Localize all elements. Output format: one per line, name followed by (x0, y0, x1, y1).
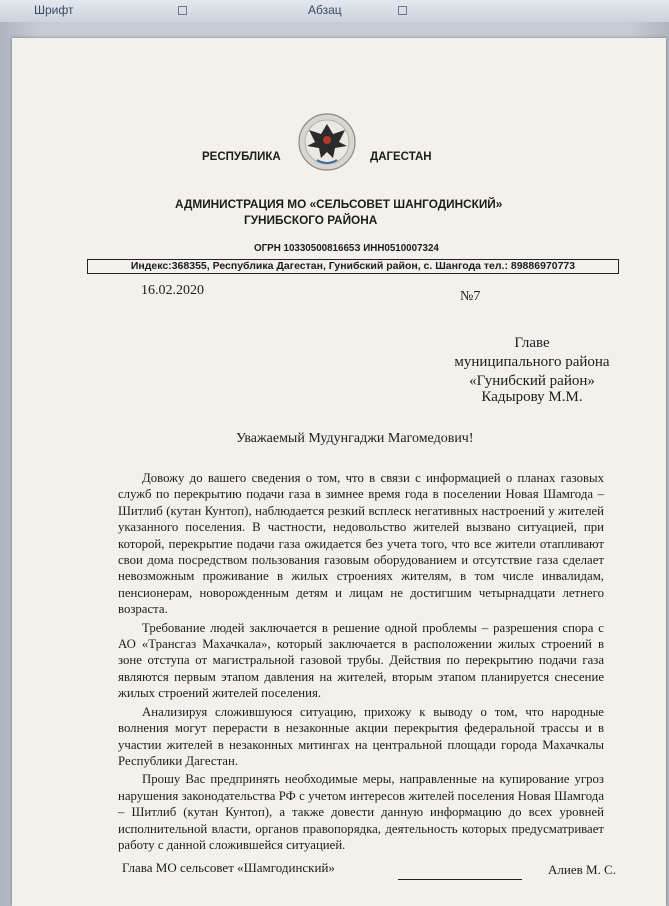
ogrn-inn-line: ОГРН 1033050081665З ИНН0510007324 (254, 243, 439, 254)
signature-position: Глава МО сельсовет «Шамгодинский» (122, 860, 335, 875)
ribbon-group-paragraph[interactable]: Абзац (308, 3, 342, 17)
district-title: ГУНИБСКОГО РАЙОНА (244, 213, 378, 227)
republic-left-label: РЕСПУБЛИКА (202, 151, 281, 163)
signature-name: Алиев М. С. (548, 862, 616, 877)
letter-date: 16.02.2020 (141, 283, 204, 298)
body-paragraph-4: Прошу Вас предпринять необходимые меры, направленные на купирование угроз нарушения законодательства РФ с учетом интересов жителей поселения Новая Шамгода – Шитлиб (кутан Кунтоп), а также довести данную информацию до всех уровней исполнительной власти, органов правопорядка, деятельность которых предусматривает работу с данной сложившейся ситуацией. (118, 772, 604, 852)
font-dialog-launcher-icon[interactable] (178, 6, 187, 15)
addressee-line-1: Главе (514, 335, 550, 351)
salutation: Уважаемый Мудунгаджи Магомедович! (236, 431, 474, 446)
dagestan-emblem-icon (297, 112, 357, 172)
republic-right-label: ДАГЕСТАН (370, 151, 432, 163)
addressee-line-2: муниципального района (454, 354, 610, 370)
letter-body (118, 470, 604, 855)
body-paragraph-1: Довожу до вашего сведения о том, что в связи с информацией о планах газовых служб по перекрытию подачи газа в зимнее время года в поселении Новая Шамгода – Шитлиб (кутан Кунтоп), наблюдается резкий всплеск негативных настроений у жителей указанного поселения. В частности, недовольство жителей вызвано ситуацией, при которой, перекрытие подачи газа ожидается без учета того, что все жители отапливают свои дома посредством пользования газовым оборудованием и отсутствие газа сделает невозможным проживание в жилых строениях жителям, в том числе инвалидам, пенсионерам, новорожденным детям и лицам не достигшим четырнадцати летнего возраста. (118, 471, 604, 617)
signature-line (398, 878, 522, 880)
addressee-line-3: «Гунибский район» (469, 373, 595, 389)
addressee-line-4: Кадырову М.М. (481, 389, 583, 405)
ribbon-bar (0, 0, 669, 23)
administration-title: АДМИНИСТРАЦИЯ МО «СЕЛЬСОВЕТ ШАНГОДИНСКИЙ» (175, 197, 503, 211)
document-page[interactable] (12, 38, 666, 906)
paragraph-dialog-launcher-icon[interactable] (398, 6, 407, 15)
index-address-box: Индекс:368355, Республика Дагестан, Гунибский район, с. Шангода тел.: 89886970773 (87, 259, 619, 274)
body-paragraph-2: Требование людей заключается в решение одной проблемы – разрешения спора с АО «Трансгаз Махачкала», который заключается в расположении жилых строений в зоне отступа от магистральной газовой трубы. Действия по перекрытию подачи газа являются первым этапом давления на жителей, вторым этапом планируется снесение жилых строений жителей поселения. (118, 620, 604, 701)
letter-number: №7 (460, 289, 481, 304)
ribbon-group-font[interactable]: Шрифт (34, 3, 74, 17)
body-paragraph-3: Анализируя сложившуюся ситуацию, прихожу к выводу о том, что народные волнения могут перерасти в незаконные акции перекрытия федеральной трассы и в участии жителей в незаконных митингах на центральной площади города Махачкалы Республики Дагестан. (118, 704, 604, 768)
